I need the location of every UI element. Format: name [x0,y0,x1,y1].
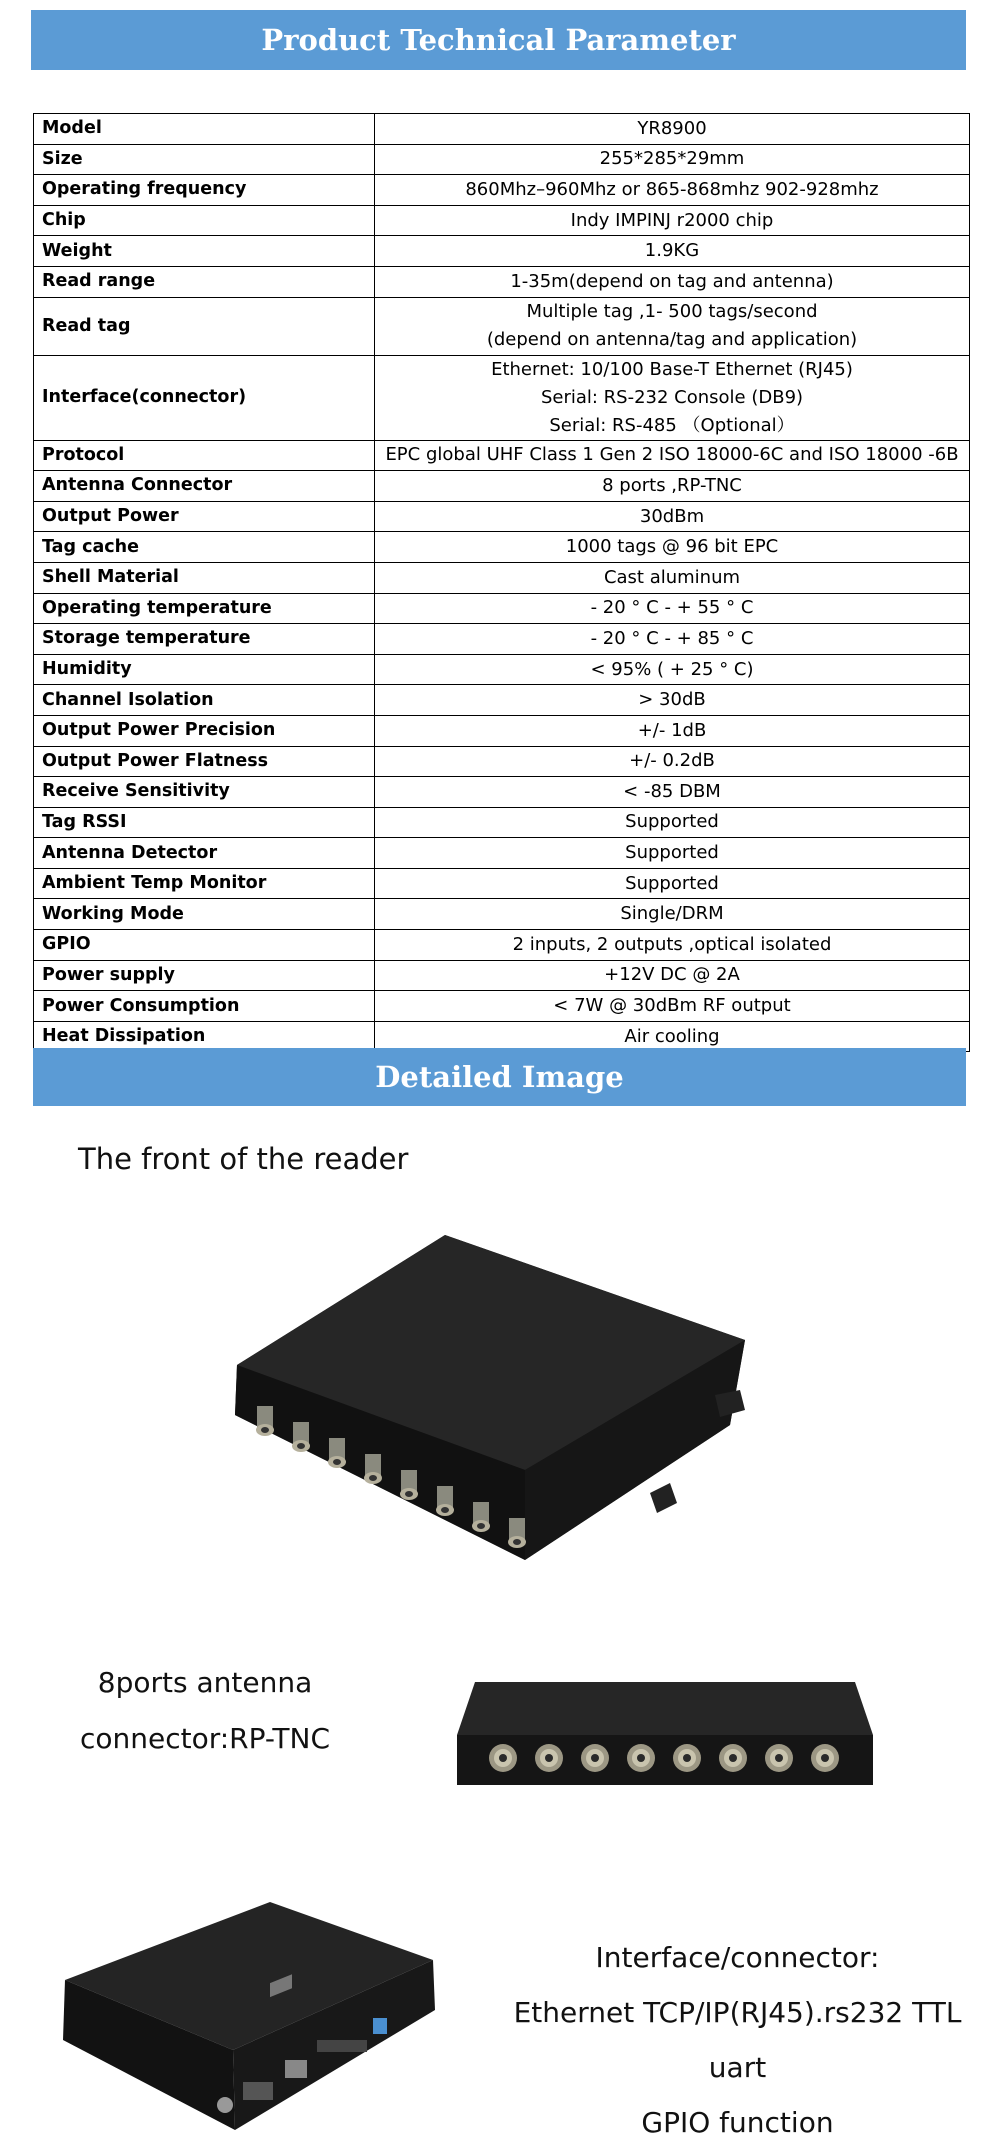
param-name: Size [34,144,375,175]
param-value [375,205,970,236]
table-row [34,838,970,869]
param-value-line: Cast aluminum [603,566,741,588]
param-name: Storage temperature [34,624,375,655]
param-name: Weight [34,236,375,267]
param-name: Interface(connector) [34,355,375,440]
param-name: Operating frequency [34,175,375,206]
param-value [375,868,970,899]
param-value-line: - 20 ° C - + 85 ° C [590,627,754,649]
rfid-reader-interface-side-image [55,1900,440,2135]
antenna-connector-icon [436,1486,454,1516]
param-value [375,807,970,838]
antenna-port-icon [489,1744,517,1772]
param-value [375,471,970,502]
table-row [34,685,970,716]
param-name: GPIO [34,930,375,961]
param-value [375,501,970,532]
param-value-line: > 30dB [638,689,706,711]
param-value [375,899,970,930]
section-title-parameters: Product Technical Parameter [31,10,966,70]
param-value-line: 2 inputs, 2 outputs ,optical isolated [512,933,832,955]
table-row [34,930,970,961]
rfid-reader-antenna-ports-image [455,1680,875,1790]
caption-front-of-reader: The front of the reader [78,1142,409,1176]
table-row [34,205,970,236]
table-row [34,175,970,206]
param-name: Antenna Connector [34,471,375,502]
param-value [375,532,970,563]
param-value-line: (depend on antenna/tag and application) [486,329,858,351]
table-row [34,532,970,563]
caption-interface [490,1930,985,2150]
param-value-line: Serial: RS-232 Console (DB9) [540,386,804,408]
param-value [375,685,970,716]
antenna-connector-icon [328,1438,346,1468]
caption-line: 8ports antenna [97,1666,313,1699]
param-value [375,593,970,624]
caption-antenna-ports [60,1655,350,1767]
antenna-connector-icon [256,1406,274,1436]
table-row [34,777,970,808]
param-value [375,266,970,297]
antenna-port-icon [535,1744,563,1772]
param-value-line: < 7W @ 30dBm RF output [553,995,791,1017]
param-value [375,624,970,655]
section-title-detailed-image: Detailed Image [33,1048,966,1106]
table-row [34,236,970,267]
param-value-line: 1.9KG [644,240,700,262]
param-value [375,236,970,267]
param-value [375,562,970,593]
param-name: Operating temperature [34,593,375,624]
antenna-connector-icon [508,1518,526,1548]
antenna-port-icon [673,1744,701,1772]
param-value-line: YR8900 [637,117,707,139]
caption-line: GPIO function [641,2106,834,2139]
param-value-line: 1-35m(depend on tag and antenna) [510,270,834,292]
param-value-line: Ethernet: 10/100 Base-T Ethernet (RJ45) [491,358,853,380]
param-value-line: Air cooling [624,1025,720,1047]
param-value-line: +12V DC @ 2A [604,964,740,986]
param-value-line: - 20 ° C - + 55 ° C [590,597,754,619]
table-row [34,899,970,930]
param-name: Chip [34,205,375,236]
param-value-line: Supported [625,872,719,894]
param-name: Receive Sensitivity [34,777,375,808]
table-row [34,266,970,297]
antenna-connector-icon [472,1502,490,1532]
param-name: Working Mode [34,899,375,930]
param-value [375,114,970,145]
antenna-port-icon [765,1744,793,1772]
antenna-port-icon [719,1744,747,1772]
param-value [375,654,970,685]
antenna-connector-icon [364,1454,382,1484]
param-name: Ambient Temp Monitor [34,868,375,899]
table-row [34,654,970,685]
param-name: Channel Isolation [34,685,375,716]
param-name: Read range [34,266,375,297]
param-value [375,715,970,746]
param-value [375,175,970,206]
table-row [34,746,970,777]
param-name: Humidity [34,654,375,685]
param-value-line: < 95% ( + 25 ° C) [590,658,754,680]
param-value-line: 860Mhz–960Mhz or 865-868mhz 902-928mhz [465,178,879,200]
param-value [375,144,970,175]
param-name: Output Power Precision [34,715,375,746]
table-row [34,991,970,1022]
param-name: Output Power [34,501,375,532]
param-value-line: +/- 0.2dB [629,750,715,772]
caption-line: connector:RP-TNC [79,1722,331,1755]
param-value [375,746,970,777]
param-value-line: Serial: RS-485 （Optional） [549,414,795,436]
table-row [34,562,970,593]
table-row [34,297,970,355]
param-value-line: Single/DRM [620,903,724,925]
param-name: Protocol [34,440,375,471]
param-name: Heat Dissipation [34,1021,375,1052]
param-value-line: < -85 DBM [623,780,721,802]
table-row [34,624,970,655]
antenna-connector-icon [400,1470,418,1500]
param-value-line: 8 ports ,RP-TNC [602,474,742,496]
param-name: Model [34,114,375,145]
param-value-line: 255*285*29mm [599,148,745,170]
table-row [34,807,970,838]
param-value-line: Supported [625,811,719,833]
table-row [34,960,970,991]
table-row [34,440,970,471]
table-row [34,114,970,145]
parameter-table [33,113,970,1052]
param-value-line: Indy IMPINJ r2000 chip [570,209,774,231]
param-name: Power supply [34,960,375,991]
param-value-line: Multiple tag ,1- 500 tags/second [526,301,818,323]
param-value [375,838,970,869]
antenna-connector-icon [292,1422,310,1452]
param-value [375,960,970,991]
rfid-reader-front-view-image [225,1225,765,1570]
table-row [34,355,970,440]
param-name: Read tag [34,297,375,355]
param-value [375,297,970,355]
param-value [375,930,970,961]
param-name: Tag cache [34,532,375,563]
param-name: Output Power Flatness [34,746,375,777]
table-row [34,715,970,746]
param-name: Power Consumption [34,991,375,1022]
param-value [375,355,970,440]
antenna-port-icon [811,1744,839,1772]
param-value-line: 30dBm [639,505,705,527]
antenna-port-icon [627,1744,655,1772]
param-value [375,991,970,1022]
param-value [375,440,970,471]
antenna-port-icon [581,1744,609,1772]
param-name: Tag RSSI [34,807,375,838]
param-name: Shell Material [34,562,375,593]
param-value-line: 1000 tags @ 96 bit EPC [565,536,779,558]
table-row [34,144,970,175]
caption-line: Ethernet TCP/IP(RJ45).rs232 TTL uart [513,1996,962,2084]
table-row [34,501,970,532]
param-value [375,777,970,808]
param-value-line: EPC global UHF Class 1 Gen 2 ISO 18000-6C and ISO 18000 -6B [385,444,959,466]
table-row [34,868,970,899]
caption-line: Interface/connector: [595,1941,880,1974]
param-value-line: Supported [625,842,719,864]
table-row [34,593,970,624]
table-row [34,471,970,502]
param-value-line: +/- 1dB [637,719,707,741]
param-name: Antenna Detector [34,838,375,869]
